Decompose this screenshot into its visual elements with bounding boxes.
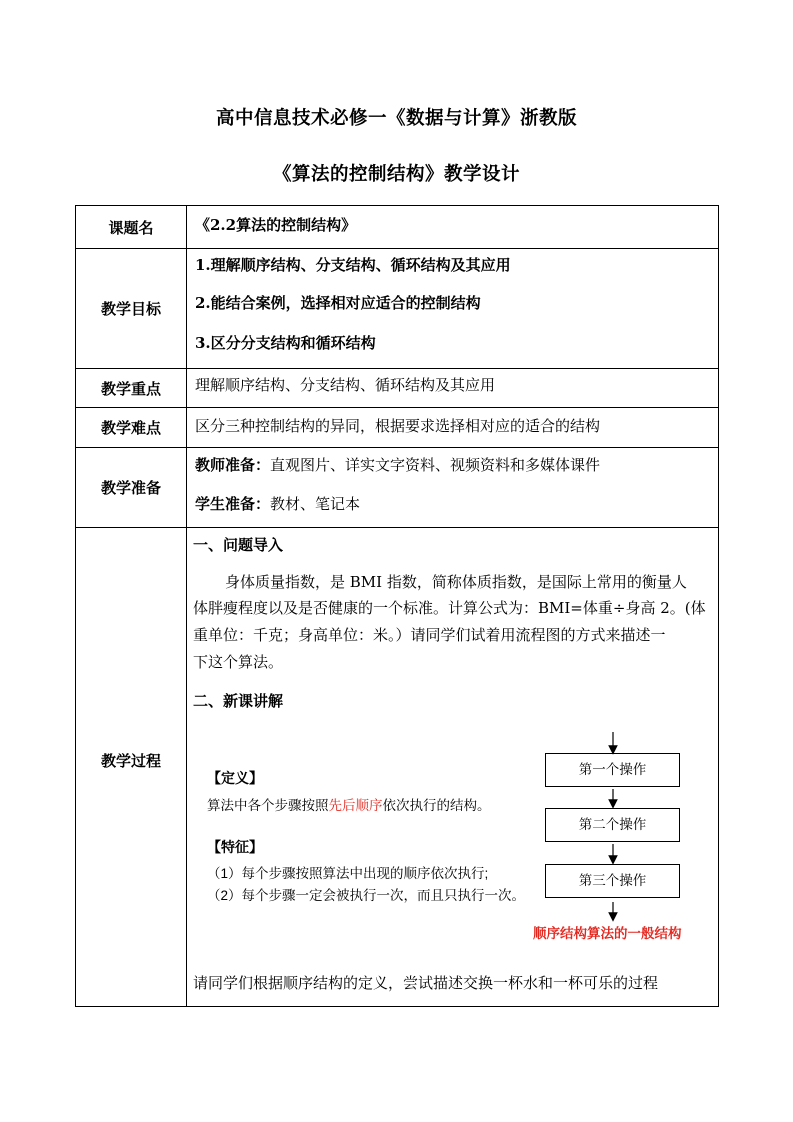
label-difficulty: 教学难点 (76, 408, 187, 448)
label-process-text: 教学过程 (100, 752, 161, 770)
label-preparation: 教学准备 (76, 448, 187, 528)
flowchart-caption: 顺序结构算法的一般结构 (533, 926, 682, 941)
preparation-cell (187, 448, 719, 528)
student-prep-value: 教材、笔记本 (270, 495, 361, 513)
flow-step-box: 第三个操作 (545, 864, 680, 898)
goal-item: 3.区分分支结构和循环结构 (195, 334, 376, 352)
row-goals (76, 249, 719, 369)
teacher-prep-value: 直观图片、详实文字资料、视频资料和多媒体课件 (270, 456, 601, 474)
difficulty-value: 区分三种控制结构的异同，根据要求选择相对应的适合的结构 (187, 408, 719, 448)
closing-question: 请同学们根据顺序结构的定义，尝试描述交换一杯水和一杯可乐的过程 (193, 974, 659, 992)
student-prep (195, 494, 718, 514)
intro-paragraph-line: 重单位：千克；身高单位：米。）请同学们试着用流程图的方式来描述一 (193, 626, 666, 644)
label-goals: 教学目标 (76, 249, 187, 369)
row-difficulty (76, 408, 719, 448)
row-topic (76, 206, 719, 249)
flow-step-box: 第一个操作 (545, 753, 680, 787)
document-subtitle: 《算法的控制结构》教学设计 (272, 164, 520, 185)
definition-text-post: 依次执行的结构。 (382, 798, 491, 813)
intro-paragraph-line: 体胖瘦程度以及是否健康的一个标准。计算公式为：BMI=体重÷身高 2。(体 (193, 599, 706, 617)
features-title: 【特征】 (207, 839, 263, 855)
flow-step-box: 第二个操作 (545, 808, 680, 842)
label-topic: 课题名 (76, 206, 187, 249)
definition-text-pre: 算法中各个步骤按照 (207, 798, 329, 813)
feature-item: （1）每个步骤按照算法中出现的顺序依次执行; (207, 866, 489, 881)
document-title: 高中信息技术必修一《数据与计算》浙教版 (215, 108, 577, 129)
section-intro-heading: 一、问题导入 (193, 536, 284, 554)
label-process (76, 528, 187, 1007)
intro-paragraph-line: 身体质量指数，是 BMI 指数，简称体质指数，是国际上常用的衡量人 (225, 573, 687, 591)
key-points-value: 理解顺序结构、分支结构、循环结构及其应用 (187, 369, 719, 408)
goal-item: 1.理解顺序结构、分支结构、循环结构及其应用 (195, 256, 511, 274)
definition-title: 【定义】 (207, 770, 263, 786)
teacher-prep-label: 教师准备： (195, 456, 271, 474)
goal-item: 2.能结合案例，选择相对应适合的控制结构 (195, 294, 481, 312)
definition-highlight: 先后顺序 (328, 798, 383, 813)
intro-paragraph-line: 下这个算法。 (193, 653, 284, 671)
label-key-points: 教学重点 (76, 369, 187, 408)
feature-item: （2）每个步骤一定会被执行一次，而且只执行一次。 (207, 888, 526, 903)
section-new-lesson-heading: 二、新课讲解 (193, 692, 284, 710)
teacher-prep (195, 455, 718, 475)
row-key-points (76, 369, 719, 408)
goals-cell (187, 249, 719, 369)
row-preparation (76, 448, 719, 528)
student-prep-label: 学生准备： (195, 495, 271, 513)
topic-value: 《2.2算法的控制结构》 (187, 206, 719, 249)
definition-text (207, 794, 491, 814)
